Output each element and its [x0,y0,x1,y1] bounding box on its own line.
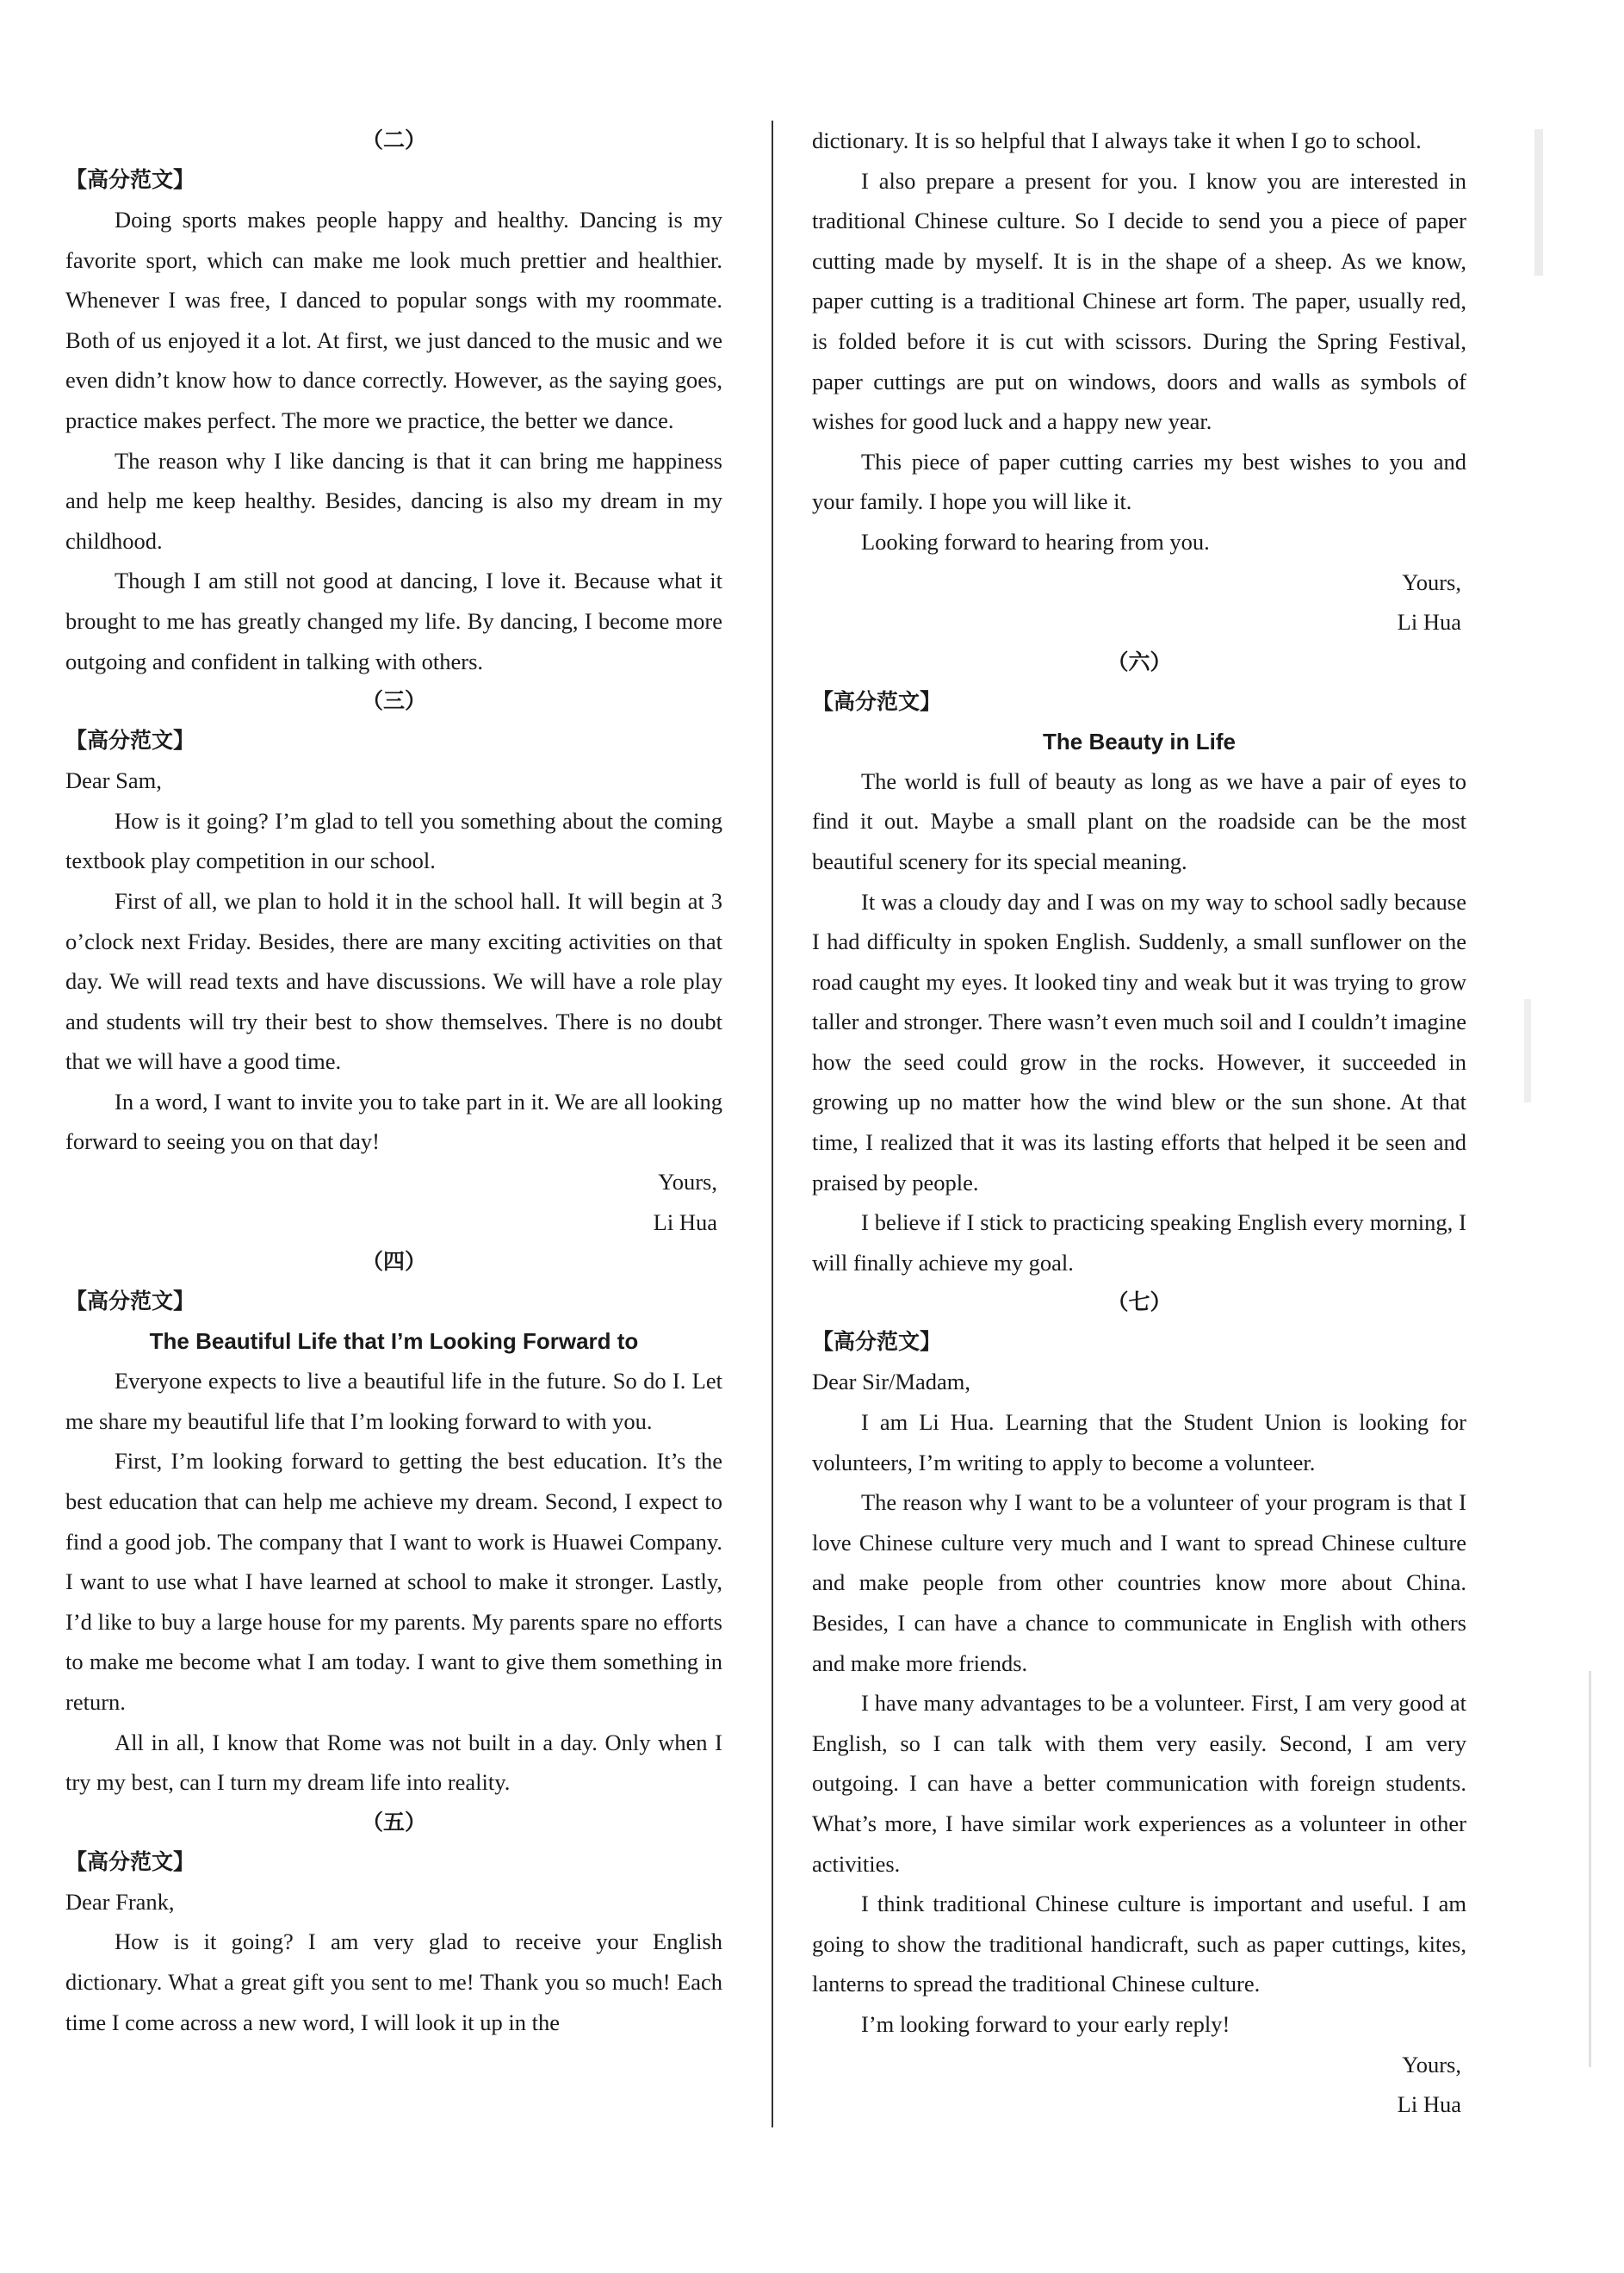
section-4-paragraph: First, I’m looking forward to getting the best education. It’s the best education that can help me achieve my dream. Second, I expect to find a good job. The company that I want to work is Huawei Company. I want to use what I have learned at school to make it stronger. Lastly, I’d like to buy a large house for my parents. My parents spare no efforts to make me become what I am today. I want to give them something in return. [65,1448,722,1715]
section-5-closing: Yours, [1402,568,1461,595]
section-7-number: （七） [1106,1289,1172,1315]
section-3-label: 【高分范文】 [65,728,195,754]
section-3-signature: Li Hua [653,1208,717,1235]
scan-mark [1534,129,1543,276]
section-4-paragraph: All in all, I know that Rome was not built in a day. Only when I try my best, can I turn my dream life into reality. [65,1729,722,1796]
section-3-paragraph: How is it going? I’m glad to tell you something about the coming textbook play competition in our school. [65,807,722,874]
section-7-paragraph: I’m looking forward to your early reply! [861,2010,1230,2037]
column-divider [772,121,773,2127]
section-6-number: （六） [1106,649,1172,674]
scan-mark [1524,999,1531,1102]
section-3-paragraph: First of all, we plan to hold it in the school hall. It will begin at 3 o’clock next Friday. Besides, there are many exciting activities on that day. We will read texts and have discussions. We will have a role play and students will try their best to show themselves. There is no doubt that we will have a good time. [65,887,722,1075]
section-5-paragraph: I also prepare a present for you. I know you are interested in traditional Chinese culture. So I decide to send you a piece of paper cutting made by myself. It is in the shape of a sheep. As we know, paper cutting is a traditional Chinese art form. The paper, usually red, is folded before it is cut with scissors. During the Spring Festival, paper cuttings are put on windows, doors and walls as symbols of wishes for good luck and a happy new year. [812,167,1466,435]
section-4-label: 【高分范文】 [65,1289,195,1314]
section-3-greeting: Dear Sam, [65,767,162,794]
section-5-paragraph: This piece of paper cutting carries my best wishes to you and your family. I hope you will like it. [812,448,1466,515]
section-5-paragraph-end: dictionary. It is so helpful that I always take it when I go to school. [812,127,1422,153]
left-column [65,121,722,2042]
section-5-signature: Li Hua [1397,609,1461,636]
section-7-paragraph: I think traditional Chinese culture is important and useful. I am going to show the traditional handicraft, such as paper cuttings, kites, lanterns to spread the traditional Chinese culture. [812,1891,1466,1997]
section-7-paragraph: I am Li Hua. Learning that the Student Union is looking for volunteers, I’m writing to apply to become a volunteer. [812,1409,1466,1475]
section-2-label: 【高分范文】 [65,167,195,192]
section-5-label: 【高分范文】 [65,1848,195,1874]
section-4-number: （四） [361,1249,426,1275]
section-7-paragraph: I have many advantages to be a volunteer. First, I am very good at English, so I can talk with them very easily. Second, I am very outgoing. I can have a better communication with foreign students. What’s more, I have similar work experiences as a volunteer in other activities. [812,1690,1466,1877]
section-7-signature: Li Hua [1397,2091,1461,2118]
section-6-paragraph: The world is full of beauty as long as we have a pair of eyes to find it out. Maybe a small plant on the roadside can be the most beautiful scenery for its special meaning. [812,767,1466,874]
section-2-paragraph: Though I am still not good at dancing, I love it. Because what it brought to me has greatly changed my life. By dancing, I become more outgoing and confident in talking with others. [65,568,722,674]
section-5-paragraph-start: How is it going? I am very glad to receive your English dictionary. What a great gift you sent to me! Thank you so much! Each time I come across a new word, I will look it up in the [65,1928,722,2035]
section-7-greeting: Dear Sir/Madam, [812,1369,970,1395]
section-6-label: 【高分范文】 [812,688,942,714]
section-7-label: 【高分范文】 [812,1329,942,1355]
section-7-closing: Yours, [1402,2051,1461,2077]
section-5-number: （五） [361,1809,426,1835]
scan-mark [1589,1671,1591,2067]
section-6-paragraph: I believe if I stick to practicing speaking English every morning, I will finally achieve my goal. [812,1209,1466,1276]
section-6-paragraph: It was a cloudy day and I was on my way to school sadly because I had difficulty in spoken English. Suddenly, a small sunflower on the road caught my eyes. It looked tiny and weak but it was trying to grow taller and stronger. There wasn’t even much soil and I couldn’t imagine how the seed could grow in the rocks. However, it succeeded in growing up no matter how the wind blew or the sun shone. At that time, I realized that it was its lasting efforts that helped it be seen and praised by people. [812,888,1466,1195]
section-7-paragraph: The reason why I want to be a volunteer of your program is that I love Chinese culture very much and I want to spread Chinese culture and make people from other countries know more about China. Besides, I can have a chance to communicate in English with others and make more friends. [812,1489,1466,1676]
section-5-paragraph: Looking forward to hearing from you. [861,528,1210,555]
section-3-number: （三） [361,688,426,714]
section-3-closing: Yours, [658,1169,717,1195]
section-2-number: （二） [361,127,426,152]
section-2-paragraph: Doing sports makes people happy and healthy. Dancing is my favorite sport, which can make me look much prettier and healthier. Whenever I was free, I danced to popular songs with my roommate. Both of us enjoyed it a lot. At first, we just danced to the music and we even didn’t know how to dance correctly. However, as the saying goes, practice makes perfect. The more we practice, the better we dance. [65,207,722,433]
right-column [812,121,1466,2125]
section-2-paragraph: The reason why I like dancing is that it can bring me happiness and help me keep healthy. Besides, dancing is also my dream in my childhood. [65,447,722,554]
section-4-title: The Beautiful Life that I’m Looking Forward to [149,1328,639,1355]
section-3-paragraph: In a word, I want to invite you to take part in it. We are all looking forward to seeing you on that day! [65,1088,722,1155]
section-6-title: The Beauty in Life [1043,728,1236,755]
section-5-greeting: Dear Frank, [65,1888,175,1915]
section-4-paragraph: Everyone expects to live a beautiful life in the future. So do I. Let me share my beautiful life that I’m looking forward to with you. [65,1368,722,1434]
